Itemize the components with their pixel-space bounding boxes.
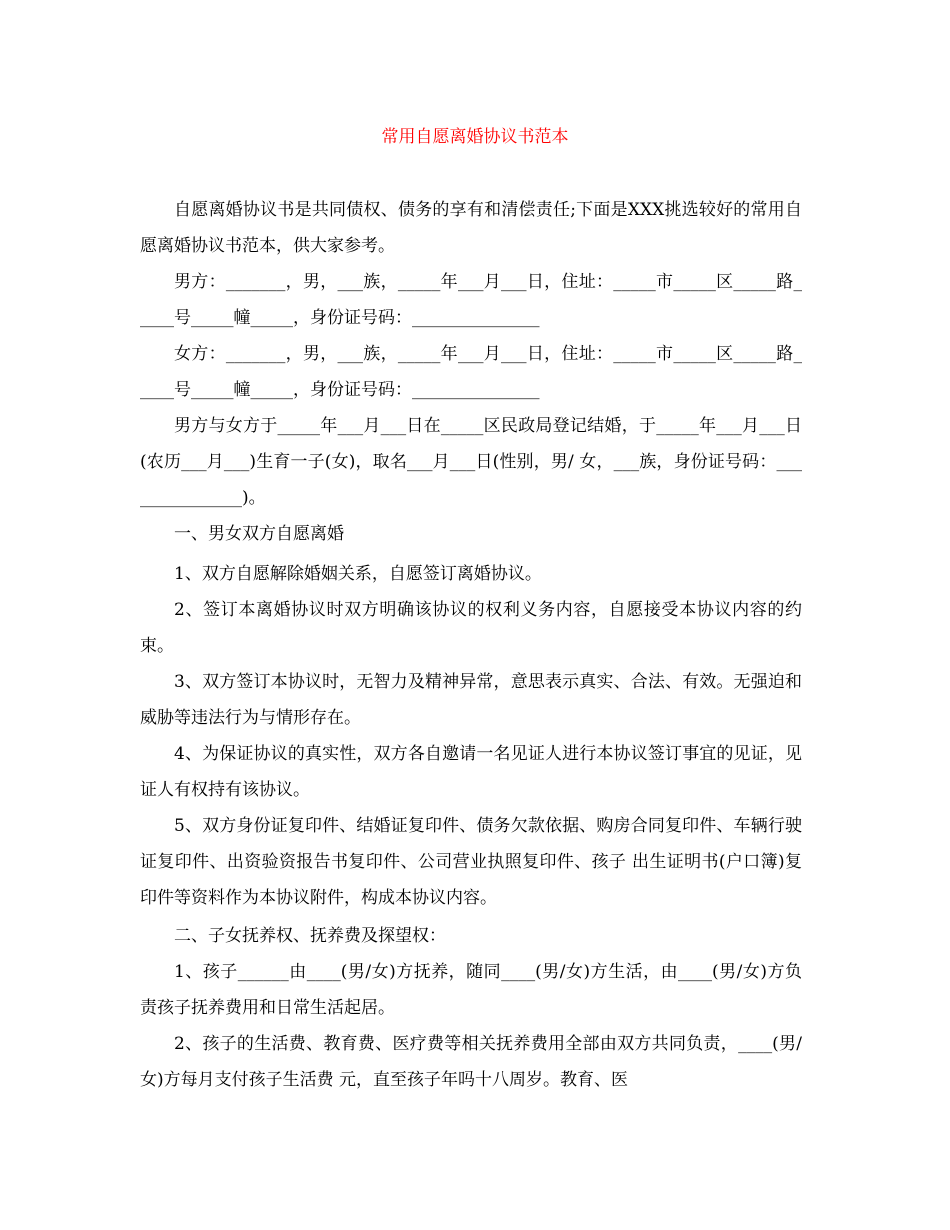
document-title: 常用自愿离婚协议书范本 [381,127,569,147]
clause-1-2: 2、签订本离婚协议时双方明确该协议的权利义务内容，自愿接受本协议内容的约束。 [140,600,802,656]
clause-1-4: 4、为保证协议的真实性，双方各自邀请一名见证人进行本协议签订事宜的见证，见证人有权持有该协议。 [140,744,802,800]
husband-info-paragraph: 男方：_______，男，___族，_____年___月___日，住址：_____市_____区_____路_____号_____幢_____，身份证号码：_______________ [140,272,802,328]
clause-1-3: 3、双方签订本协议时，无智力及精神异常，意思表示真实、合法、有效。无强迫和威胁等违法行为与情形存在。 [140,672,802,728]
intro-paragraph: 自愿离婚协议书是共同债权、债务的享有和清偿责任;下面是XXX挑选较好的常用自愿离婚协议书范本，供大家参考。 [140,200,802,256]
clause-2-2: 2、孩子的生活费、教育费、医疗费等相关抚养费用全部由双方共同负责，____(男/女)方每月支付孩子生活费 元，直至孩子年吗十八周岁。教育、医 [140,1034,802,1090]
section-heading-1: 一、男女双方自愿离婚 [174,524,344,544]
clause-1-1: 1、双方自愿解除婚姻关系，自愿签订离婚协议。 [174,564,542,584]
section-heading-2: 二、子女抚养权、抚养费及探望权： [174,926,446,946]
clause-2-1: 1、孩子______由____(男/女)方抚养，随同____(男/女)方生活，由____(男/女)方负责孩子抚养费用和日常生活起居。 [140,962,802,1018]
wife-info-paragraph: 女方：_______，男，___族，_____年___月___日，住址：_____市_____区_____路_____号_____幢_____，身份证号码：_______________ [140,344,802,400]
clause-1-5: 5、双方身份证复印件、结婚证复印件、债务欠款依据、购房合同复印件、车辆行驶证复印件、出资验资报告书复印件、公司营业执照复印件、孩子 出生证明书(户口簿)复印件等资料作为本协议附件，构成本协议内容。 [140,816,802,908]
marriage-info-paragraph: 男方与女方于_____年___月___日在_____区民政局登记结婚，于_____年___月___日(农历___月___)生育一子(女)，取名___月___日(性别，男/ 女，___族，身份证号码：_______________)。 [140,416,802,508]
